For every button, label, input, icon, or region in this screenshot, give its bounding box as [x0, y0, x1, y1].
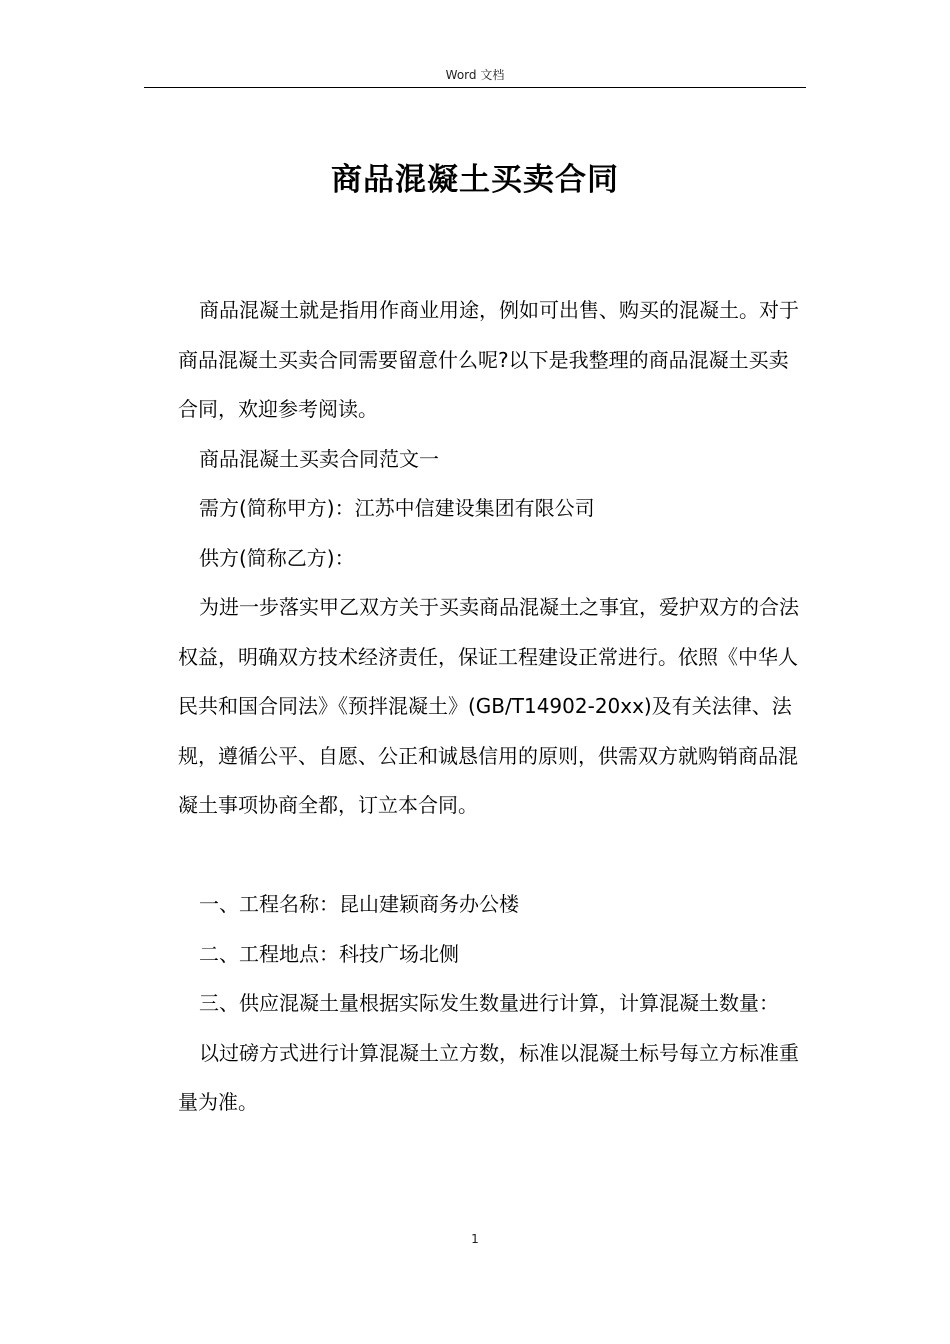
- paragraph-project-location: 二、工程地点：科技广场北侧: [199, 941, 459, 966]
- paragraph-intro: 商品混凝土就是指用作商业用途，例如可出售、购买的混凝土。对于商品混凝土买卖合同需要留意什么呢?以下是我整理的商品混凝土买卖合同，欢迎参考阅读。: [178, 298, 799, 421]
- page-number: 1: [471, 1232, 479, 1246]
- paragraph-sample-heading: 商品混凝土买卖合同范文一: [199, 446, 439, 471]
- paragraph-quantity: 三、供应混凝土量根据实际发生数量进行计算，计算混凝土数量：: [199, 991, 779, 1015]
- document-body: [178, 286, 808, 1128]
- header-divider: [144, 87, 806, 88]
- paragraph-project-name: 一、工程名称：昆山建颖商务办公楼: [199, 892, 519, 916]
- document-title: 商品混凝土买卖合同: [331, 162, 619, 198]
- paragraph-weighing: 以过磅方式进行计算混凝土立方数，标准以混凝土标号每立方标准重量为准。: [178, 1040, 799, 1114]
- paragraph-purpose: 为进一步落实甲乙双方关于买卖商品混凝土之事宜，爱护双方的合法权益，明确双方技术经济责任，保证工程建设正常进行。依照《中华人民共和国合同法》《预拌混凝土》(GB/T14902-20xx)及有关法律、法规，遵循公平、自愿、公正和诚恳信用的原则，供需双方就购销商品混凝土事项协商全都，订立本合同。: [178, 595, 799, 817]
- header-label: Word 文档: [445, 68, 505, 82]
- paragraph-buyer: 需方(简称甲方)：江苏中信建设集团有限公司: [199, 496, 595, 520]
- page-header: [144, 66, 806, 84]
- paragraph-supplier: 供方(简称乙方)：: [199, 545, 355, 570]
- paragraph-spacer: [178, 831, 808, 881]
